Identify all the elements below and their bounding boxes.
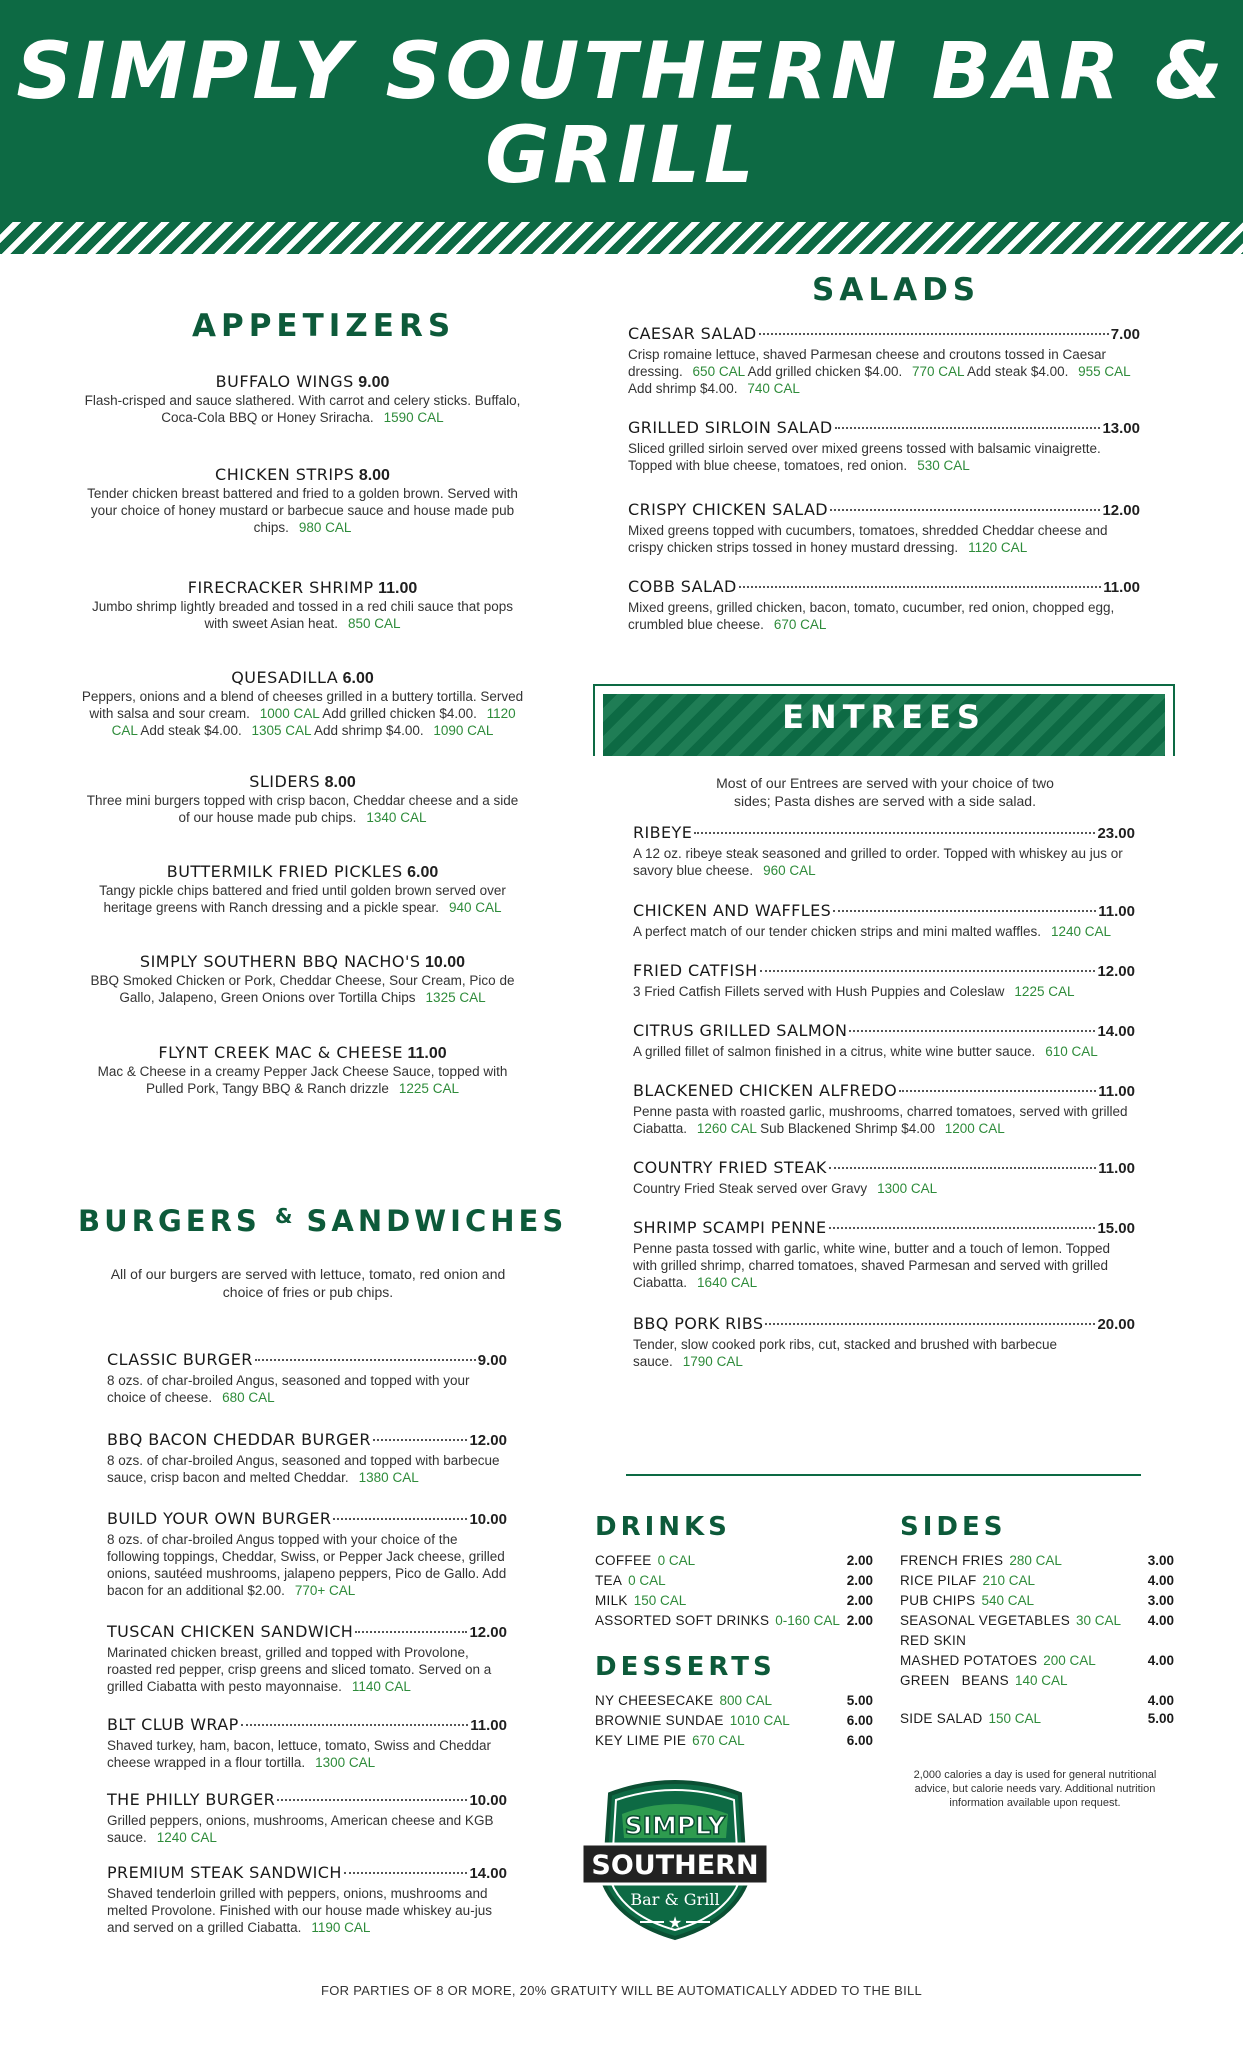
appetizer-item: CHICKEN STRIPS 8.00 Tender chicken breast battered and fried to a golden brown. Served with your choice of honey mustard or barbecue sauce and house made pub chips. 980 CAL [87, 465, 518, 535]
entrees-banner [593, 684, 1175, 756]
burgers-intro: All of our burgers are served with lettuce, tomato, red onion and choice of fries or pub chips. [110, 1266, 506, 1300]
list-item: RED SKIN [900, 1633, 967, 1648]
logo-shield-icon [580, 1776, 770, 1944]
list-item: PUB CHIPS 540 CAL 3.00 [900, 1593, 1174, 1608]
header-banner [0, 0, 1243, 222]
restaurant-logo [580, 1776, 770, 1949]
nutrition-note: 2,000 calories a day is used for general nutritional advice, but calorie needs vary. Additional nutrition information available upon request. [913, 1769, 1157, 1809]
appetizer-item: SIMPLY SOUTHERN BBQ NACHO'S 10.00 BBQ Smoked Chicken or Pork, Cheddar Cheese, Sour Cream, Pico de Gallo, Jalapeno, Green Onions over Tortilla Chips 1325 CAL [90, 952, 515, 1005]
menu-item: CAESAR SALAD 7.00 Crisp romaine lettuce, shaved Parmesan cheese and croutons tossed in Caesar dressing. 650 CAL Add grilled chicken $4.00. 770 CAL Add steak $4.00. 955 CAL Add shrimp $4.00. 740 CAL [628, 324, 1140, 396]
list-item: MILK 150 CAL 2.00 [595, 1593, 873, 1608]
list-item: COFFEE 0 CAL 2.00 [595, 1553, 873, 1568]
list-item: NY CHEESECAKE 800 CAL 5.00 [595, 1693, 873, 1708]
desserts-heading: DESSERTS [595, 1652, 776, 1682]
menu-item: COUNTRY FRIED STEAK 11.00 Country Fried Steak served over Gravy 1300 CAL [633, 1158, 1135, 1196]
menu-item: CLASSIC BURGER 9.00 8 ozs. of char-broiled Angus, seasoned and topped with your choice of cheese. 680 CAL [107, 1350, 507, 1405]
list-item: 4.00 [1147, 1693, 1174, 1708]
appetizer-item: BUFFALO WINGS 9.00 Flash-crisped and sauce slathered. With carrot and celery sticks. Buffalo, Coca-Cola BBQ or Honey Sriracha. 1590 CAL [84, 372, 521, 425]
list-item: KEY LIME PIE 670 CAL 6.00 [595, 1733, 873, 1748]
menu-item: THE PHILLY BURGER 10.00 Grilled peppers, onions, mushrooms, American cheese and KGB sauce. 1240 CAL [107, 1790, 507, 1845]
appetizer-item: QUESADILLA 6.00 Peppers, onions and a blend of cheeses grilled in a buttery tortilla. Served with salsa and sour cream. 1000 CAL Add grilled chicken $4.00. 1120 CAL Add steak $4.00. 1305 CAL Add shrimp $4.00. 1090 CAL [81, 668, 524, 738]
section-divider [626, 1474, 1141, 1476]
list-item: SIDE SALAD 150 CAL 5.00 [900, 1711, 1174, 1726]
list-item: MASHED POTATOES 200 CAL 4.00 [900, 1653, 1174, 1668]
menu-item: PREMIUM STEAK SANDWICH 14.00 Shaved tenderloin grilled with peppers, onions, mushrooms and melted Provolone. Finished with our house made whiskey au-jus and served on a grilled Ciabatta. 1190 CAL [107, 1863, 507, 1935]
gratuity-footer: FOR PARTIES OF 8 OR MORE, 20% GRATUITY WILL BE AUTOMATICALLY ADDED TO THE BILL [320, 1983, 923, 1998]
sides-list [900, 1551, 1174, 1729]
logo-star-icon: ★ [667, 1913, 683, 1932]
logo-line2: SOUTHERN [591, 1850, 759, 1881]
appetizer-item: SLIDERS 8.00 Three mini burgers topped with crisp bacon, Cheddar cheese and a side of our house made pub chips. 1340 CAL [86, 772, 519, 825]
sides-heading: SIDES [900, 1512, 1007, 1542]
logo-line3: Bar & Grill [630, 1890, 720, 1909]
appetizer-item: BUTTERMILK FRIED PICKLES 6.00 Tangy pickle chips battered and fried until golden brown served over heritage greens with Ranch dressing and a pickle spear. 940 CAL [99, 862, 506, 915]
menu-item: GRILLED SIRLOIN SALAD 13.00 Sliced grilled sirloin served over mixed greens tossed with balsamic vinaigrette. Topped with blue cheese, tomatoes, red onion. 530 CAL [628, 418, 1140, 473]
desserts-list [595, 1691, 873, 1751]
list-item: ASSORTED SOFT DRINKS 0-160 CAL 2.00 [595, 1613, 873, 1628]
appetizer-item: FLYNT CREEK MAC & CHEESE 11.00 Mac & Cheese in a creamy Pepper Jack Cheese Sauce, topped with Pulled Pork, Tangy BBQ & Ranch drizzle 1225 CAL [97, 1043, 508, 1096]
restaurant-title: SIMPLY SOUTHERN BAR & GRILL [16, 27, 1227, 201]
burgers-heading: BURGERS & SANDWICHES [78, 1204, 568, 1238]
drinks-heading: DRINKS [595, 1512, 731, 1542]
menu-item: BBQ BACON CHEDDAR BURGER 12.00 8 ozs. of char-broiled Angus, seasoned and topped with barbecue sauce, crisp bacon and melted Cheddar. 1380 CAL [107, 1430, 507, 1485]
menu-item: BLACKENED CHICKEN ALFREDO 11.00 Penne pasta with roasted garlic, mushrooms, charred tomatoes, served with grilled Ciabatta. 1260 CAL Sub Blackened Shrimp $4.00 1200 CAL [633, 1081, 1135, 1136]
menu-item: CRISPY CHICKEN SALAD 12.00 Mixed greens topped with cucumbers, tomatoes, shredded Cheddar cheese and crispy chicken strips tossed in honey mustard dressing. 1120 CAL [628, 500, 1140, 555]
menu-item: BUILD YOUR OWN BURGER 10.00 8 ozs. of char-broiled Angus topped with your choice of the following toppings, Cheddar, Swiss, or Pepper Jack cheese, grilled onions, sautéed mushrooms, jalapeno peppers, Pico de Gallo. Add bacon for an additional $2.00. 770+ CAL [107, 1509, 507, 1598]
menu-item: TUSCAN CHICKEN SANDWICH 12.00 Marinated chicken breast, grilled and topped with Provolone, roasted red pepper, crisp greens and sliced tomato. Served on a grilled Ciabatta with pesto mayonnaise. 1140 CAL [107, 1622, 507, 1694]
list-item: RICE PILAF 210 CAL 4.00 [900, 1573, 1174, 1588]
menu-item: SHRIMP SCAMPI PENNE 15.00 Penne pasta tossed with garlic, white wine, butter and a touch of lemon. Topped with grilled shrimp, charred tomatoes, shaved Parmesan and served with grilled Ciabatta. 1640 CAL [633, 1218, 1135, 1290]
logo-line1: SIMPLY [624, 1811, 726, 1840]
menu-item: BLT CLUB WRAP 11.00 Shaved turkey, ham, bacon, lettuce, tomato, Swiss and Cheddar cheese wrapped in a flour tortilla. 1300 CAL [107, 1715, 507, 1770]
menu-item: COBB SALAD 11.00 Mixed greens, grilled chicken, bacon, tomato, cucumber, red onion, chopped egg, crumbled blue cheese. 670 CAL [628, 577, 1140, 632]
menu-item: BBQ PORK RIBS 20.00 Tender, slow cooked pork ribs, cut, stacked and brushed with barbecue sauce. 1790 CAL [633, 1314, 1135, 1369]
appetizers-heading: APPETIZERS [192, 308, 456, 344]
list-item: TEA 0 CAL 2.00 [595, 1573, 873, 1588]
menu-item: CITRUS GRILLED SALMON 14.00 A grilled fillet of salmon finished in a citrus, white wine butter sauce. 610 CAL [633, 1021, 1135, 1059]
menu-item: RIBEYE 23.00 A 12 oz. ribeye steak seasoned and grilled to order. Topped with whiskey au jus or savory blue cheese. 960 CAL [633, 823, 1135, 878]
menu-item: FRIED CATFISH 12.00 3 Fried Catfish Fillets served with Hush Puppies and Coleslaw 1225 CAL [633, 961, 1135, 999]
appetizer-item: FIRECRACKER SHRIMP 11.00 Jumbo shrimp lightly breaded and tossed in a red chili sauce that pops with sweet Asian heat. 850 CAL [92, 578, 513, 631]
entrees-heading: ENTREES [782, 698, 986, 736]
entrees-intro: Most of our Entrees are served with your choice of two sides; Pasta dishes are served with a side salad. [716, 775, 1054, 809]
salads-heading: SALADS [812, 272, 981, 308]
drinks-list [595, 1551, 873, 1631]
menu-item: CHICKEN AND WAFFLES 11.00 A perfect match of our tender chicken strips and mini malted waffles. 1240 CAL [633, 901, 1135, 939]
list-item: BROWNIE SUNDAE 1010 CAL 6.00 [595, 1713, 873, 1728]
header-stripe [0, 222, 1243, 254]
list-item: GREEN BEANS 140 CAL [900, 1673, 1068, 1688]
list-item: FRENCH FRIES 280 CAL 3.00 [900, 1553, 1174, 1568]
list-item: SEASONAL VEGETABLES 30 CAL 4.00 [900, 1613, 1174, 1628]
